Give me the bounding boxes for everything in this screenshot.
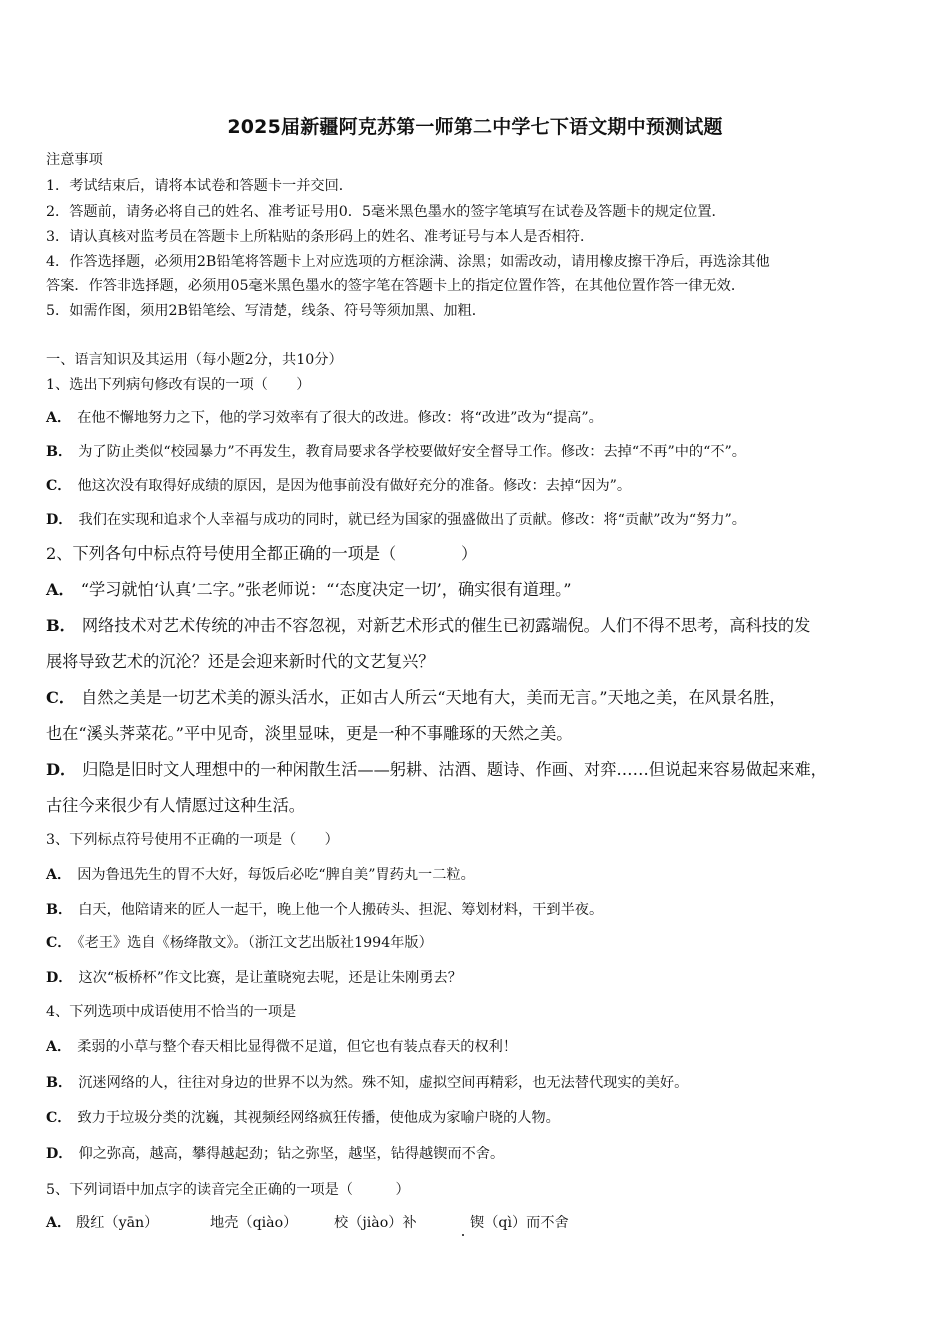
option-text: 网络技术对艺术传统的冲击不容忽视，对新艺术形式的催生已初露端倪。人们不得不思考，高科技的发 bbox=[81, 616, 811, 635]
option-d bbox=[46, 968, 462, 988]
notice-item: 1．考试结束后，请将本试卷和答题卡一并交回． bbox=[46, 178, 353, 194]
option-text: 这次“板桥杯”作文比赛，是让董晓宛去呢，还是让朱刚勇去？ bbox=[78, 970, 462, 986]
option-text: 柔弱的小草与整个春天相比显得微不足道，但它也有装点春天的权利！ bbox=[77, 1039, 518, 1055]
option-label: C． bbox=[46, 688, 76, 707]
option-text-continued: 展将导致艺术的沉沦？还是会迎来新时代的文艺复兴？ bbox=[46, 652, 435, 671]
option-label: A． bbox=[46, 1215, 72, 1231]
option-label: C． bbox=[46, 935, 72, 951]
question-stem: 3、下列标点符号使用不正确的一项是（ ） bbox=[46, 832, 339, 848]
option-text: 致力于垃圾分类的沈巍，其视频经网络疯狂传播，使他成为家喻户晓的人物。 bbox=[77, 1110, 560, 1126]
option-text-continued: 也在“溪头荠菜花。”平中见奇，淡里显味，更是一种不事雕琢的天然之美。 bbox=[46, 724, 573, 743]
option-a bbox=[46, 580, 571, 600]
option-c bbox=[46, 476, 631, 496]
word-item: 校（jiào）补 bbox=[334, 1215, 417, 1231]
option-c bbox=[46, 1108, 560, 1128]
option-a bbox=[46, 1037, 517, 1057]
option-text: 为了防止类似“校园暴力”不再发生，教育局要求各学校要做好安全督导工作。修改：去掉“不再”中的“不”。 bbox=[78, 444, 746, 460]
question-stem: 4、下列选项中成语使用不恰当的一项是 bbox=[46, 1004, 297, 1020]
notice-item: 5．如需作图，须用2B铅笔绘、写清楚，线条、符号等须加黑、加粗． bbox=[46, 303, 486, 319]
option-text: 他这次没有取得好成绩的原因，是因为他事前没有做好充分的准备。修改：去掉“因为”。 bbox=[77, 478, 632, 494]
option-label: A． bbox=[46, 580, 75, 599]
option-label: D． bbox=[46, 970, 73, 986]
notice-item: 3．请认真核对监考员在答题卡上所粘贴的条形码上的姓名、准考证号与本人是否相符． bbox=[46, 229, 595, 245]
option-label: D． bbox=[46, 1146, 73, 1162]
option-label: B． bbox=[46, 616, 76, 635]
word-item: 殷红（yān） bbox=[76, 1215, 159, 1231]
option-d bbox=[46, 760, 827, 780]
word-item: 锲（qì）而不舍 bbox=[470, 1215, 569, 1231]
option-label: B． bbox=[46, 444, 73, 460]
emphasis-dot-mark bbox=[462, 1234, 464, 1236]
option-text: 自然之美是一切艺术美的源头活水，正如古人所云“天地有大，美而无言。”天地之美，在风景名胜， bbox=[81, 688, 786, 707]
option-a bbox=[46, 408, 603, 428]
option-text: 沉迷网络的人，往往对身边的世界不以为然。殊不知，虚拟空间再精彩，也无法替代现实的美好。 bbox=[78, 1075, 689, 1091]
option-b bbox=[46, 1073, 688, 1093]
option-text: “学习就怕‘认真’二字。”张老师说：“‘态度决定一切’，确实很有道理。” bbox=[80, 580, 572, 599]
option-b bbox=[46, 442, 746, 462]
question-stem: 2、下列各句中标点符号使用全都正确的一项是（ ） bbox=[46, 544, 478, 563]
option-c bbox=[46, 688, 786, 708]
option-a bbox=[46, 865, 475, 885]
option-label: D． bbox=[46, 512, 73, 528]
option-a bbox=[46, 1213, 77, 1233]
option-label: C． bbox=[46, 478, 72, 494]
option-label: B． bbox=[46, 1075, 73, 1091]
option-d bbox=[46, 510, 746, 530]
notice-heading: 注意事项 bbox=[46, 152, 103, 168]
option-label: A． bbox=[46, 867, 72, 883]
section-heading: 一、语言知识及其运用（每小题2分，共10分） bbox=[46, 352, 343, 368]
page-title: 2025届新疆阿克苏第一师第二中学七下语文期中预测试题 bbox=[227, 116, 723, 138]
notice-item: 答案．作答非选择题，必须用05毫米黑色墨水的签字笔在答题卡上的指定位置作答，在其他位置作答一律无效． bbox=[46, 278, 746, 294]
option-label: C． bbox=[46, 1110, 72, 1126]
option-text: 因为鲁迅先生的胃不大好，每饭后必吃“脾自美”胃药丸一二粒。 bbox=[77, 867, 475, 883]
option-label: D． bbox=[46, 760, 77, 779]
option-text: 仰之弥高，越高，攀得越起劲；钻之弥坚，越坚，钻得越锲而不舍。 bbox=[78, 1146, 505, 1162]
option-label: A． bbox=[46, 410, 72, 426]
option-text-continued: 古往今来很少有人情愿过这种生活。 bbox=[46, 796, 305, 815]
notice-item: 4．作答选择题，必须用2B铅笔将答题卡上对应选项的方框涂满、涂黑；如需改动，请用橡皮擦干净后，再选涂其他 bbox=[46, 254, 770, 270]
notice-item: 2．答题前，请务必将自己的姓名、准考证号用0．5毫米黑色墨水的签字笔填写在试卷及答题卡的规定位置． bbox=[46, 204, 726, 220]
word-item: 地壳（qiào） bbox=[210, 1215, 298, 1231]
option-label: B． bbox=[46, 902, 73, 918]
option-text: 我们在实现和追求个人幸福与成功的同时，就已经为国家的强盛做出了贡献。修改：将“贡献”改为“努力”。 bbox=[78, 512, 746, 528]
option-label: A． bbox=[46, 1039, 72, 1055]
option-text: 《老王》选自《杨绛散文》。（浙江文艺出版社1994年版） bbox=[77, 935, 433, 951]
option-text: 归隐是旧时文人理想中的一种闲散生活——躬耕、沽酒、题诗、作画、对弈……但说起来容易做起来难， bbox=[82, 760, 827, 779]
option-text: 白天，他陪请来的匠人一起干，晚上他一个人搬砖头、担泥、筹划材料，干到半夜。 bbox=[78, 902, 604, 918]
question-stem: 1、选出下列病句修改有误的一项（ ） bbox=[46, 377, 311, 393]
option-b bbox=[46, 900, 603, 920]
option-b bbox=[46, 616, 810, 636]
option-c bbox=[46, 933, 433, 953]
option-text: 在他不懈地努力之下，他的学习效率有了很大的改进。修改：将“改进”改为“提高”。 bbox=[77, 410, 603, 426]
question-stem: 5、下列词语中加点字的读音完全正确的一项是（ ） bbox=[46, 1182, 410, 1198]
option-d bbox=[46, 1144, 504, 1164]
